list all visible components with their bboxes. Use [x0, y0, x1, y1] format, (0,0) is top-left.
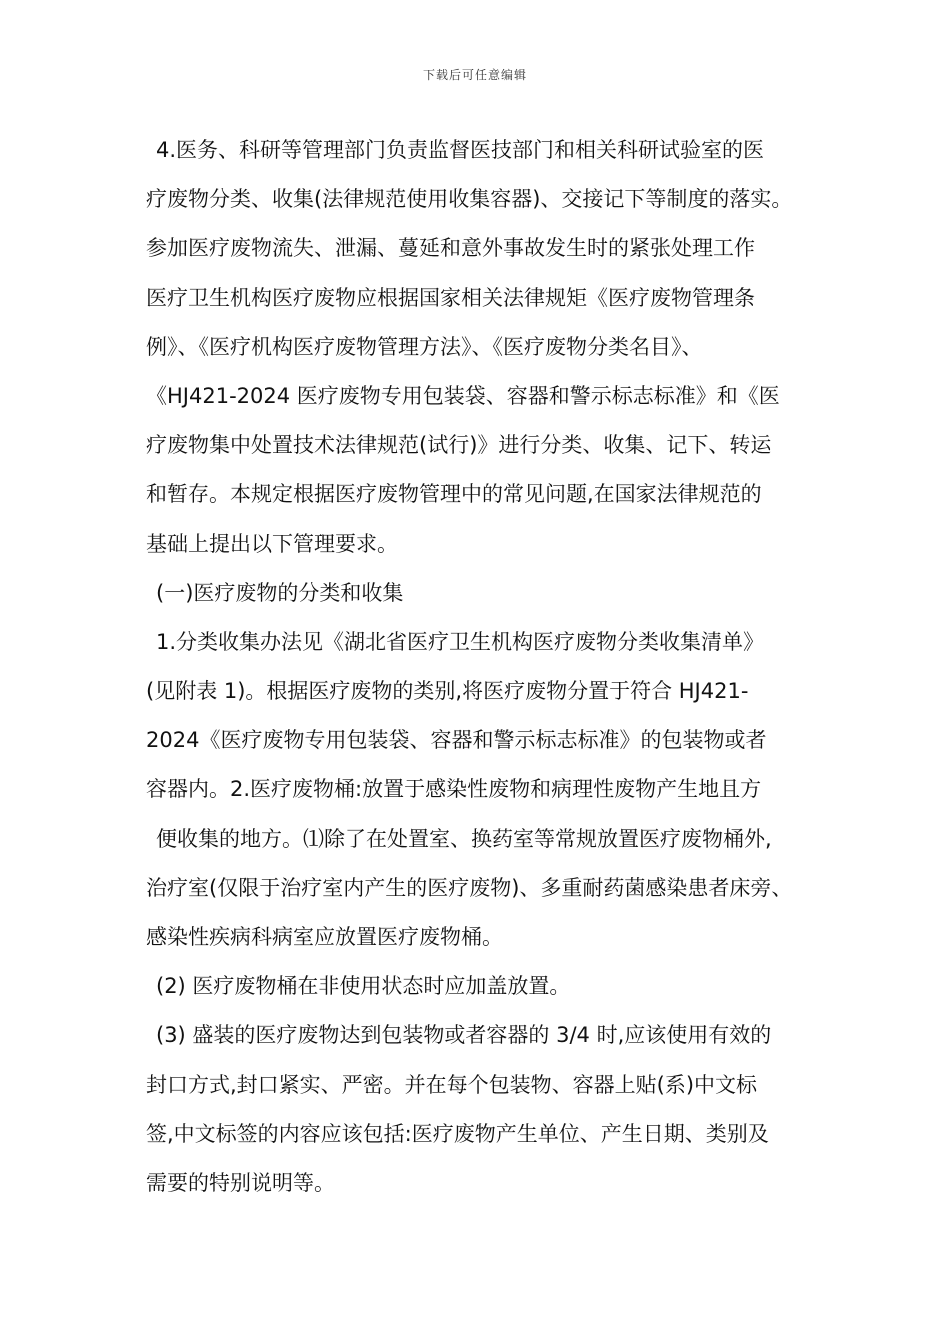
text-line: 例》、《医疗机构医疗废物管理方法》、《医疗废物分类名目》、 — [146, 334, 703, 359]
text-line: 便收集的地方。⑴除了在处置室、换药室等常规放置医疗废物桶外, — [156, 826, 772, 851]
text-line: 参加医疗废物流失、泄漏、蔓延和意外事故发生时的紧张处理工作 — [146, 236, 755, 261]
header-note: 下载后可任意编辑 — [422, 68, 527, 82]
text-line: 疗废物分类、收集(法律规范使用收集容器)、交接记下等制度的落实。 — [146, 187, 793, 212]
text-line: 封口方式,封口紧实、严密。并在每个包装物、容器上贴(系)中文标 — [146, 1072, 758, 1097]
text-line: 医疗卫生机构医疗废物应根据国家相关法律规矩《医疗废物管理条 — [146, 285, 755, 310]
text-line: (一)医疗废物的分类和收集 — [156, 580, 404, 605]
text-line: 签,中文标签的内容应该包括:医疗废物产生单位、产生日期、类别及 — [146, 1121, 769, 1146]
text-line: 和暂存。本规定根据医疗废物管理中的常见问题,在国家法律规范的 — [146, 482, 762, 507]
text-line: 2024《医疗废物专用包装袋、容器和警示标志标准》的包装物或者 — [146, 728, 767, 753]
text-line: (2) 医疗废物桶在非使用状态时应加盖放置。 — [156, 974, 571, 999]
text-line: 4.医务、科研等管理部门负责监督医技部门和相关科研试验室的医 — [156, 138, 765, 162]
text-line: (见附表 1)。根据医疗废物的类别,将医疗废物分置于符合 HJ421- — [146, 679, 749, 704]
text-line: 疗废物集中处置技术法律规范(试行)》进行分类、收集、记下、转运 — [146, 433, 772, 458]
text-line: 1.分类收集办法见《湖北省医疗卫生机构医疗废物分类收集清单》 — [156, 629, 765, 654]
text-line: (3) 盛装的医疗废物达到包装物或者容器的 3/4 时,应该使用有效的 — [156, 1023, 772, 1048]
text-line: 基础上提出以下管理要求。 — [146, 531, 398, 556]
text-line: 容器内。2.医疗废物桶:放置于感染性废物和病理性废物产生地且方 — [146, 777, 762, 802]
text-line: 需要的特别说明等。 — [146, 1170, 335, 1195]
text-line: 治疗室(仅限于治疗室内产生的医疗废物)、多重耐药菌感染患者床旁、 — [146, 875, 793, 900]
text-line: 《HJ421-2024 医疗废物专用包装袋、容器和警示标志标准》和《医 — [146, 383, 780, 408]
document-body — [146, 130, 816, 1212]
text-line: 感染性疾病科病室应放置医疗废物桶。 — [146, 925, 503, 949]
